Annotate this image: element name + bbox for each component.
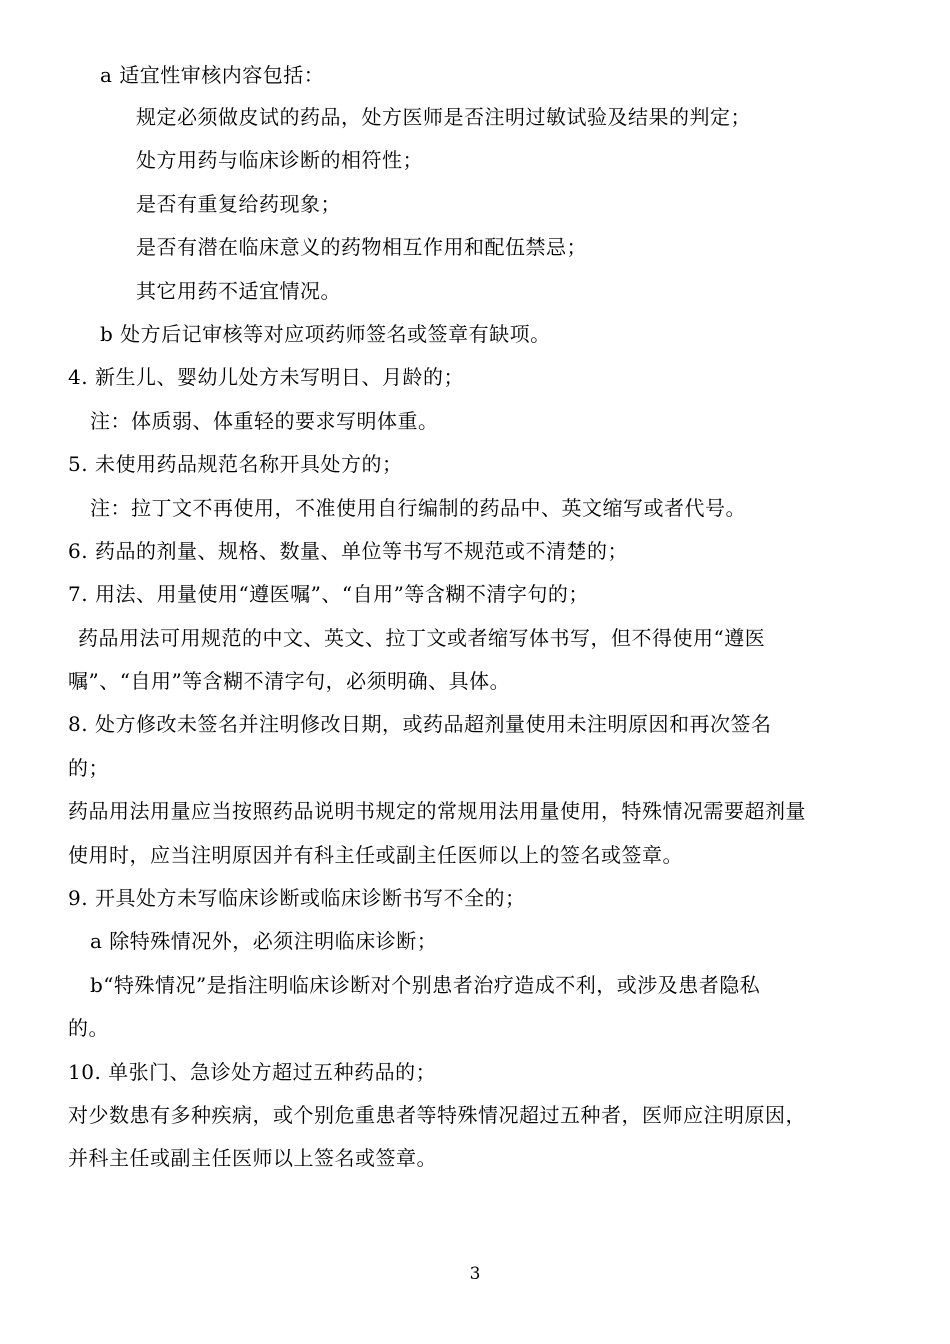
note-9b-line-2: 的。 [68,1016,109,1040]
item-7: 7. 用法、用量使用“遵医嘱”、“自用”等含糊不清字句的； [68,582,589,606]
line-skin-test: 规定必须做皮试的药品，处方医师是否注明过敏试验及结果的判定； [136,105,751,129]
note-5: 注：拉丁文不再使用，不准使用自行编制的药品中、英文缩写或者代号。 [90,496,746,520]
note-9b-line-1: b“特殊情况”是指注明临床诊断对个别患者治疗造成不利，或涉及患者隐私 [90,973,761,997]
note-4: 注：体质弱、体重轻的要求写明体重。 [90,409,439,433]
note-10-line-2: 并科主任或副主任医师以上签名或签章。 [68,1146,437,1170]
item-5: 5. 未使用药品规范名称开具处方的； [68,452,403,476]
line-duplicate-dosing: 是否有重复给药现象； [136,192,341,216]
note-9a: a 除特殊情况外，必须注明临床诊断； [90,929,438,953]
item-8-line-2: 的； [68,756,109,780]
note-8-line-1: 药品用法用量应当按照药品说明书规定的常规用法用量使用，特殊情况需要超剂量 [68,799,806,823]
item-10: 10. 单张门、急诊处方超过五种药品的； [68,1060,437,1084]
line-drug-interaction: 是否有潜在临床意义的药物相互作用和配伍禁忌； [136,235,587,259]
line-other-inappropriate: 其它用药不适宜情况。 [136,279,341,303]
item-8-line-1: 8. 处方修改未签名并注明修改日期，或药品超剂量使用未注明原因和再次签名 [68,712,772,736]
page-number: 3 [469,1264,481,1284]
line-diagnosis-match: 处方用药与临床诊断的相符性； [136,148,423,172]
line-pharmacist-signature: b 处方后记审核等对应项药师签名或签章有缺项。 [100,322,551,346]
item-6: 6. 药品的剂量、规格、数量、单位等书写不规范或不清楚的； [68,539,628,563]
note-8-line-2: 使用时，应当注明原因并有科主任或副主任医师以上的签名或签章。 [68,843,683,867]
line-audit-content-intro: a 适宜性审核内容包括： [100,63,325,87]
item-9: 9. 开具处方未写临床诊断或临床诊断书写不全的； [68,886,526,910]
note-7-line-2: 嘱”、“自用”等含糊不清字句，必须明确、具体。 [68,669,511,693]
item-4: 4. 新生儿、婴幼儿处方未写明日、月龄的； [68,365,464,389]
note-7-line-1: 药品用法可用规范的中文、英文、拉丁文或者缩写体书写，但不得使用“遵医 [78,626,766,650]
note-10-line-1: 对少数患有多种疾病，或个别危重患者等特殊情况超过五种者，医师应注明原因， [68,1103,806,1127]
